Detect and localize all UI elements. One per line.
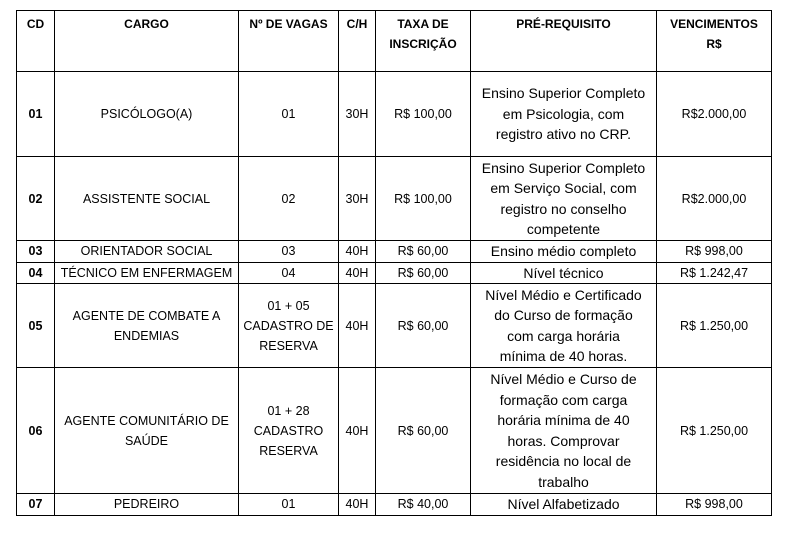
- vencimento-value: R$ 998,00: [685, 497, 743, 512]
- ch-value: 40H: [345, 318, 369, 333]
- cell-vagas: [239, 284, 339, 368]
- header-vagas: Nº DE VAGAS: [239, 11, 339, 72]
- requisito-line: Nível técnico: [523, 264, 604, 281]
- table-body: [17, 72, 772, 516]
- cargo-line: ORIENTADOR SOCIAL: [80, 244, 213, 259]
- header-requisito: PRÉ-REQUISITO: [471, 11, 657, 72]
- cell-requisito: [471, 494, 657, 516]
- vagas-line: 04: [281, 265, 296, 280]
- vagas-line: CADASTRO: [253, 423, 324, 438]
- vagas-table: [16, 10, 772, 516]
- cargo-line: PEDREIRO: [113, 497, 180, 512]
- vagas-line: 01: [281, 497, 296, 512]
- cell-cargo: [55, 262, 239, 284]
- cd-value: 02: [28, 191, 43, 206]
- header-cd: CD: [17, 11, 55, 72]
- cell-requisito: [471, 72, 657, 157]
- cell-taxa: [376, 157, 471, 241]
- cell-cd: [17, 284, 55, 368]
- cell-cd: [17, 262, 55, 284]
- cargo-line: TÉCNICO EM ENFERMAGEM: [60, 265, 233, 280]
- requisito-line: do Curso de formação: [494, 307, 633, 323]
- cell-ch: [339, 368, 376, 494]
- requisito-line: Ensino Superior Completo: [481, 159, 646, 176]
- cell-cd: [17, 157, 55, 241]
- cell-cd: [17, 368, 55, 494]
- ch-value: 40H: [345, 244, 369, 259]
- requisito-line: Ensino médio completo: [490, 243, 637, 259]
- cell-vagas: [239, 494, 339, 516]
- taxa-value: R$ 100,00: [394, 191, 452, 206]
- cell-requisito: [471, 368, 657, 494]
- vencimento-value: R$ 998,00: [685, 244, 743, 259]
- requisito-line: Nível Alfabetizado: [507, 496, 620, 512]
- cell-vencimento: [657, 284, 772, 368]
- cell-taxa: [376, 368, 471, 494]
- cell-taxa: [376, 72, 471, 157]
- requisito-line: Nível Médio e Certificado: [485, 286, 642, 303]
- taxa-value: R$ 100,00: [394, 107, 452, 121]
- cell-vencimento: [657, 494, 772, 516]
- cell-cargo: [55, 72, 239, 157]
- vagas-line: RESERVA: [259, 443, 318, 458]
- vagas-line: 02: [281, 191, 296, 206]
- cargo-line: PSICÓLOGO(A): [100, 107, 193, 121]
- cargo-line: SAÚDE: [124, 433, 169, 448]
- cell-ch: [339, 284, 376, 368]
- cell-vencimento: [657, 241, 772, 263]
- vencimento-value: R$2.000,00: [681, 107, 747, 121]
- requisito-line: em Serviço Social, com: [490, 180, 637, 196]
- taxa-value: R$ 60,00: [397, 318, 449, 333]
- cd-value: 06: [28, 423, 43, 438]
- cell-cd: [17, 72, 55, 157]
- requisito-line: registro ativo no CRP.: [495, 126, 632, 143]
- requisito-line: horária mínima de 40: [497, 412, 630, 428]
- cargo-line: ASSISTENTE SOCIAL: [82, 191, 211, 206]
- header-ch: C/H: [339, 11, 376, 72]
- requisito-line: horas. Comprovar: [507, 432, 620, 449]
- requisito-line: registro no conselho: [500, 200, 627, 217]
- table-row: [17, 157, 772, 241]
- cell-cargo: [55, 494, 239, 516]
- requisito-line: trabalho: [538, 473, 589, 490]
- table-row: [17, 284, 772, 368]
- cell-requisito: [471, 284, 657, 368]
- taxa-value: R$ 60,00: [397, 244, 449, 259]
- ch-value: 40H: [345, 265, 369, 280]
- vagas-line: 01 + 28: [267, 403, 310, 418]
- cargo-line: AGENTE COMUNITÁRIO DE: [64, 413, 229, 428]
- cd-value: 05: [28, 318, 43, 333]
- ch-value: 30H: [345, 107, 369, 121]
- cell-ch: [339, 241, 376, 263]
- cargo-line: ENDEMIAS: [113, 328, 180, 343]
- cd-value: 04: [28, 265, 43, 280]
- cell-vencimento: [657, 368, 772, 494]
- requisito-line: com carga horária: [507, 327, 620, 344]
- cell-ch: [339, 494, 376, 516]
- header-venc-line1: VENCIMENTOS: [670, 17, 758, 31]
- cell-cd: [17, 494, 55, 516]
- vencimento-value: R$ 1.250,00: [679, 318, 749, 333]
- vagas-line: 01: [281, 107, 296, 121]
- table-row: [17, 494, 772, 516]
- requisito-line: formação com carga: [499, 391, 628, 408]
- header-cargo: CARGO: [55, 11, 239, 72]
- vagas-line: 01 + 05: [267, 298, 310, 313]
- cell-cargo: [55, 157, 239, 241]
- cell-taxa: [376, 494, 471, 516]
- cell-vagas: [239, 262, 339, 284]
- requisito-line: em Psicologia, com: [502, 105, 625, 122]
- cell-cd: [17, 241, 55, 263]
- taxa-value: R$ 60,00: [397, 265, 449, 280]
- cell-ch: [339, 72, 376, 157]
- cell-requisito: [471, 157, 657, 241]
- header-taxa-line1: TAXA DE: [397, 17, 449, 31]
- vagas-line: CADASTRO DE: [243, 318, 334, 333]
- ch-value: 30H: [345, 191, 369, 206]
- taxa-value: R$ 40,00: [397, 497, 449, 512]
- requisito-line: Nível Médio e Curso de: [490, 371, 637, 387]
- requisito-line: competente: [526, 221, 601, 237]
- ch-value: 40H: [345, 497, 369, 512]
- vagas-line: 03: [281, 244, 296, 259]
- cargo-line: AGENTE DE COMBATE A: [72, 308, 221, 323]
- vencimento-value: R$2.000,00: [681, 191, 747, 206]
- cell-vagas: [239, 72, 339, 157]
- ch-value: 40H: [345, 423, 369, 438]
- cell-cargo: [55, 284, 239, 368]
- vencimento-value: R$ 1.250,00: [679, 423, 749, 438]
- cell-ch: [339, 262, 376, 284]
- cell-taxa: [376, 284, 471, 368]
- cell-vagas: [239, 157, 339, 241]
- cell-taxa: [376, 241, 471, 263]
- cell-taxa: [376, 262, 471, 284]
- table-row: [17, 368, 772, 494]
- cell-vagas: [239, 241, 339, 263]
- table-row: [17, 262, 772, 284]
- cell-vencimento: [657, 157, 772, 241]
- cell-vagas: [239, 368, 339, 494]
- header-taxa: [376, 11, 471, 72]
- cell-cargo: [55, 368, 239, 494]
- header-taxa-line2: INSCRIÇÃO: [389, 37, 457, 51]
- cell-vencimento: [657, 262, 772, 284]
- requisito-line: mínima de 40 horas.: [499, 348, 628, 364]
- table-row: [17, 72, 772, 157]
- cd-value: 01: [28, 107, 43, 121]
- header-row: [17, 11, 772, 72]
- cell-requisito: [471, 262, 657, 284]
- requisito-line: residência no local de: [495, 453, 632, 469]
- taxa-value: R$ 60,00: [397, 423, 449, 438]
- cd-value: 07: [28, 497, 43, 512]
- vencimento-value: R$ 1.242,47: [679, 265, 749, 280]
- requisito-line: Ensino Superior Completo: [481, 85, 646, 102]
- cell-ch: [339, 157, 376, 241]
- table-row: [17, 241, 772, 263]
- cd-value: 03: [28, 244, 43, 259]
- header-vencimentos: [657, 11, 772, 72]
- cell-cargo: [55, 241, 239, 263]
- cell-vencimento: [657, 72, 772, 157]
- header-venc-line2: R$: [706, 37, 722, 51]
- cell-requisito: [471, 241, 657, 263]
- vagas-line: RESERVA: [259, 338, 318, 353]
